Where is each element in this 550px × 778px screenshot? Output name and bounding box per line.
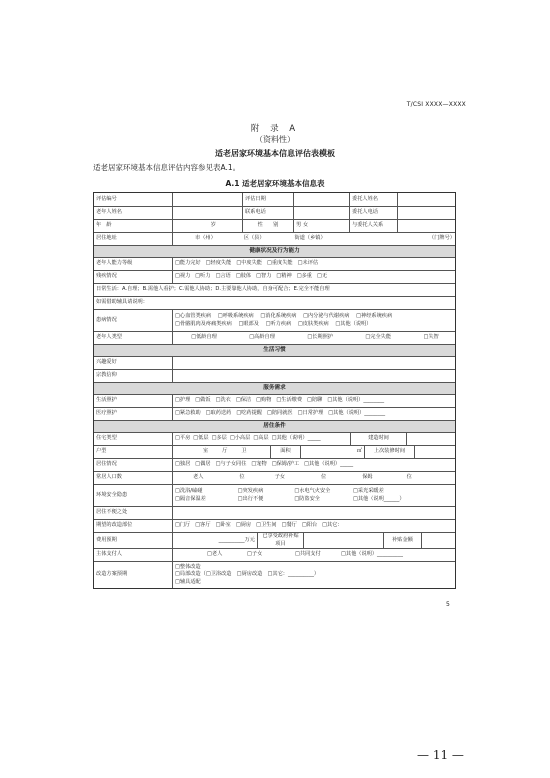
assistive-device-note[interactable]: 如需借助辅具请说明：	[96, 299, 148, 306]
value-resident-count[interactable]	[172, 472, 457, 484]
option[interactable]: □厨房	[235, 522, 252, 529]
value-relationship[interactable]	[397, 220, 457, 232]
option[interactable]: □多重	[296, 273, 312, 280]
option[interactable]: □骨骼肌肉及疼痛类疾病	[175, 320, 232, 327]
options-safety-hazards[interactable]	[172, 485, 457, 506]
option[interactable]: □言语	[215, 273, 231, 280]
option[interactable]: □宠物	[251, 461, 267, 468]
table-row	[94, 432, 455, 445]
label-living-status: 居住情况	[96, 461, 117, 468]
label-elder-type: 老年人类型	[96, 334, 122, 341]
options-medical-care[interactable]	[172, 408, 457, 420]
label-ability-level: 老年人能力等级	[96, 260, 133, 267]
section-row	[94, 245, 455, 257]
value-client-name[interactable]	[397, 193, 457, 206]
option[interactable]: □整体改造	[175, 564, 201, 571]
option[interactable]: □完全失能	[365, 334, 392, 341]
label-gender: 性 别	[242, 220, 293, 232]
option[interactable]: □未评估	[297, 260, 319, 267]
table-row	[94, 458, 455, 471]
option[interactable]: □平房	[175, 435, 191, 442]
table-row	[94, 232, 455, 245]
table-row	[94, 561, 455, 588]
option[interactable]: □独居	[175, 461, 191, 468]
option[interactable]: □其他（说明）__________	[341, 551, 403, 558]
value-assessment-id[interactable]	[172, 193, 242, 206]
option[interactable]: □水电气火安全	[294, 488, 331, 495]
appendix-nature: （资料性）	[255, 135, 295, 144]
options-life-care[interactable]	[172, 395, 457, 407]
label-medical-care: 医疗照护	[96, 410, 117, 417]
option[interactable]: □智力	[256, 273, 272, 280]
option[interactable]: □偶居	[195, 461, 211, 468]
option[interactable]: □心血管类疾病	[175, 313, 212, 320]
value-assessment-date[interactable]	[293, 193, 349, 206]
table-row	[94, 369, 455, 382]
count-elder-unit: 位	[239, 474, 245, 481]
label-age: 年 龄	[96, 222, 112, 229]
table-row	[94, 331, 455, 344]
label-disability: 残疾情况	[96, 273, 117, 280]
section-housing: 居住条件	[94, 421, 455, 432]
option[interactable]: □卫生间	[256, 522, 277, 529]
label-relationship: 与委托人关系	[349, 220, 397, 232]
options-housing-type[interactable]	[172, 433, 350, 445]
table-row	[94, 206, 455, 219]
section-row	[94, 420, 455, 432]
option[interactable]: □卧室	[215, 522, 231, 529]
section-service: 服务需求	[94, 383, 455, 394]
label-area: 面积	[270, 446, 300, 458]
table-row	[94, 309, 455, 331]
option[interactable]: □洗浴/磕碰	[175, 488, 203, 495]
count-elder-label: 老人	[193, 474, 204, 481]
option[interactable]: □能力完好	[175, 260, 201, 267]
label-assessment-date: 评估日期	[242, 193, 293, 206]
label-subsidy-items: 已享受政府补贴项目	[257, 533, 303, 548]
option[interactable]: □眼部及	[238, 320, 259, 327]
option[interactable]: □其它：	[322, 522, 343, 529]
option[interactable]: □保姆/护工	[271, 461, 300, 468]
option[interactable]: □多层	[211, 435, 227, 442]
count-children-unit: 位	[320, 474, 327, 481]
value-subsidy-items[interactable]	[303, 533, 383, 548]
option[interactable]: □局部改造（□卫浴改造 □厨房改造 □其它：__________）	[175, 571, 320, 578]
page-number-small: 5	[446, 601, 450, 608]
value-elder-name[interactable]	[172, 207, 242, 219]
option[interactable]: □子女	[247, 551, 263, 558]
option[interactable]: □辅具适配	[175, 578, 201, 585]
label-resident-count: 常居人口数	[96, 474, 122, 481]
layout-baths: 卫	[241, 448, 247, 455]
label-expected-parts: 期望的改造部位	[96, 522, 133, 529]
options-payer[interactable]	[172, 549, 457, 561]
option[interactable]: □其他（说明）________	[327, 397, 385, 404]
options-disability[interactable]	[172, 271, 457, 283]
options-living-status[interactable]	[172, 459, 457, 471]
option[interactable]: □消化系统疾病	[260, 313, 297, 320]
label-cost-expectation: 费用预期	[96, 536, 117, 543]
hazards-line-1	[175, 488, 389, 495]
table-row	[94, 356, 455, 369]
option[interactable]: □老人	[207, 551, 223, 558]
table-row	[94, 296, 455, 309]
option[interactable]: □购物	[256, 397, 272, 404]
option[interactable]: □高层	[253, 435, 269, 442]
option[interactable]: □听力	[195, 273, 211, 280]
value-religion[interactable]	[172, 370, 457, 382]
label-life-care: 生活照护	[96, 397, 117, 404]
table-row	[94, 394, 455, 407]
address-street: 街道（乡镇）	[294, 235, 326, 242]
label-client-name: 委托人姓名	[349, 193, 397, 206]
label-phone: 联系电话	[242, 207, 293, 219]
section-health: 健康状况及行为能力	[94, 246, 455, 257]
option[interactable]: □陪同就医	[266, 410, 293, 417]
option[interactable]: □餐厅	[281, 522, 297, 529]
option[interactable]: □皮肤类疾病	[297, 320, 329, 327]
value-inconvenience[interactable]	[172, 507, 457, 519]
value-subsidy-amount[interactable]	[421, 533, 457, 548]
assessment-table	[93, 192, 456, 589]
label-safety-hazards: 环境安全隐患	[96, 491, 128, 498]
illness-line-2	[175, 321, 376, 328]
count-nanny-unit: 位	[406, 474, 412, 481]
option[interactable]: □其他（说明）_____	[271, 435, 321, 442]
option[interactable]: □小高层	[229, 435, 251, 442]
table-row	[94, 532, 455, 548]
layout-rooms: 室	[203, 448, 209, 455]
section-habits: 生活习惯	[94, 345, 455, 356]
value-gender[interactable]: 男 女	[293, 220, 349, 232]
option[interactable]: □其他（说明）________	[328, 410, 386, 417]
label-plan-expectation: 改造方案预期	[96, 571, 128, 578]
label-client-phone: 委托人电话	[349, 207, 397, 219]
option[interactable]: □采光采暖差	[352, 488, 384, 495]
table-row	[94, 193, 455, 206]
label-religion: 宗教信仰	[96, 372, 117, 379]
table-row	[94, 257, 455, 270]
count-children-label: 子女	[274, 474, 285, 481]
option[interactable]: □紧急救助	[175, 410, 201, 417]
value-client-phone[interactable]	[397, 207, 457, 219]
options-expected-parts[interactable]	[172, 520, 457, 532]
value-area[interactable]: ㎡	[300, 446, 364, 458]
value-layout[interactable]	[172, 446, 270, 458]
option[interactable]: □隔音保温差	[175, 495, 206, 502]
value-build-time[interactable]	[406, 433, 457, 445]
label-hobbies: 兴趣爱好	[96, 359, 117, 366]
appendix-title: 适老居家环境基本信息评估表模板	[215, 149, 335, 158]
option[interactable]: □出行不便	[237, 495, 264, 502]
options-illness[interactable]	[172, 310, 457, 331]
label-build-time: 建造时间	[350, 433, 406, 445]
address-city: 市（州）	[195, 235, 216, 242]
option[interactable]: □阳台	[301, 522, 318, 529]
address-district: 区（县）	[243, 235, 265, 242]
table-row	[94, 283, 455, 296]
table-title: A.1 适老居家环境基本信息表	[225, 179, 325, 188]
option[interactable]: □客厅	[195, 522, 211, 529]
table-row	[94, 270, 455, 283]
label-last-renovation: 上次装修时间	[364, 446, 414, 458]
count-nanny-label: 保姆	[362, 474, 373, 481]
options-ability-level[interactable]	[172, 258, 457, 270]
table-row	[94, 506, 455, 519]
table-row	[94, 219, 455, 232]
option[interactable]: □陪聊	[307, 397, 323, 404]
option[interactable]: □突发疾病	[237, 488, 264, 495]
label-assessment-id: 评估编号	[96, 195, 117, 202]
option[interactable]: □防盗安全	[294, 495, 320, 502]
option[interactable]: □重度失能	[266, 260, 293, 267]
option[interactable]: □与子女同住	[215, 461, 247, 468]
label-illness: 患病情况	[96, 316, 117, 323]
option[interactable]: □保洁	[235, 397, 252, 404]
option[interactable]: □低层	[193, 435, 209, 442]
standard-code: T/CSI XXXX—XXXX	[406, 101, 466, 108]
value-address[interactable]	[172, 233, 457, 245]
label-inconvenience: 居住不便之处	[96, 509, 128, 516]
option[interactable]: □无	[316, 273, 328, 280]
option[interactable]: □内分泌与代谢疾病	[303, 313, 350, 320]
option[interactable]: □护理	[175, 397, 191, 404]
option[interactable]: □其他（说明）_____	[304, 461, 354, 468]
option[interactable]: □精神	[276, 273, 292, 280]
option[interactable]: □其他（说明）	[335, 320, 372, 327]
label-subsidy-amount: 补贴金额	[383, 533, 421, 548]
section-row	[94, 382, 455, 394]
option[interactable]: □洗衣	[215, 397, 231, 404]
option[interactable]: □取药送药	[205, 410, 232, 417]
option[interactable]: □共同支付	[295, 551, 321, 558]
value-cost-expectation[interactable]: __________万元	[172, 533, 257, 548]
option[interactable]: □吃药提醒	[236, 410, 262, 417]
intro-text: 适老居家环境基本信息评估内容参见表A.1。	[93, 163, 241, 172]
page-number-large: — 11 —	[417, 748, 464, 762]
address-number: （门牌号）	[429, 235, 455, 242]
label-payer: 主体支付人	[96, 551, 122, 558]
option[interactable]: □听力疾病	[265, 320, 292, 327]
option[interactable]: □其他（说明______）	[352, 495, 405, 502]
option[interactable]: □生活缴费	[276, 397, 303, 404]
daily-living-scale: 日常生活：A.自理；B.需他人看护；C.需他人协助；D.主要靠他人协助，自身可配合；E.完全不能自理	[96, 286, 330, 293]
option[interactable]: □轻度失能	[205, 260, 232, 267]
table-row	[94, 471, 455, 484]
hazards-line-2	[175, 496, 410, 503]
label-elder-name: 老年人姓名	[96, 209, 122, 216]
option[interactable]: □呼吸系统疾病	[217, 313, 254, 320]
value-age[interactable]: 岁	[172, 220, 242, 232]
table-row	[94, 519, 455, 532]
table-row	[94, 445, 455, 458]
value-hobbies[interactable]	[172, 357, 457, 369]
option[interactable]: □肢体	[235, 273, 252, 280]
value-last-renovation[interactable]	[414, 446, 457, 458]
layout-halls: 厅	[222, 448, 228, 455]
option[interactable]: □中度失能	[236, 260, 262, 267]
section-row	[94, 344, 455, 356]
illness-line-1	[175, 313, 397, 320]
table-row	[94, 484, 455, 506]
label-layout: 户型	[96, 448, 107, 455]
option[interactable]: □低龄自理	[191, 334, 217, 341]
table-row	[94, 407, 455, 420]
options-plan-expectation[interactable]	[172, 562, 457, 588]
option[interactable]: □高龄自理	[249, 334, 275, 341]
value-phone[interactable]	[293, 207, 349, 219]
option[interactable]: □神经系统疾病	[356, 313, 393, 320]
option[interactable]: □做饭	[195, 397, 211, 404]
table-row	[94, 548, 455, 561]
option[interactable]: □失智	[423, 334, 439, 341]
option[interactable]: □日常护理	[297, 410, 324, 417]
label-address: 居住地址	[96, 235, 117, 242]
label-housing-type: 住宅类型	[96, 435, 117, 442]
options-elder-type[interactable]	[172, 332, 457, 344]
option[interactable]: □门厅	[175, 522, 191, 529]
appendix-label: 附 录 A	[250, 124, 300, 134]
option[interactable]: □视力	[175, 273, 191, 280]
option[interactable]: □长期照护	[307, 334, 333, 341]
